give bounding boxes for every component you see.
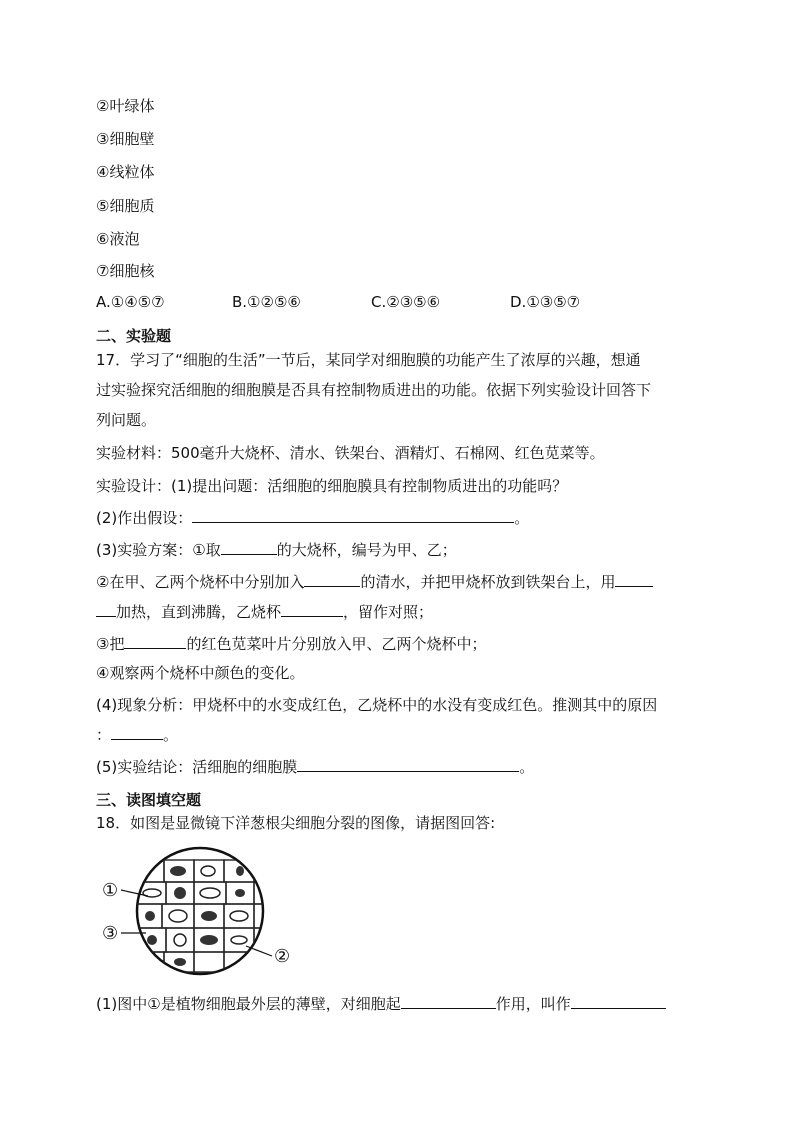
question-stem: 17．学习了“细胞的生活”一节后，某同学对细胞膜的功能产生了浓厚的兴趣，想通: [96, 351, 641, 369]
step3-text: ③把: [96, 635, 125, 653]
step4-line: ④观察两个烧杯中颜色的变化。: [96, 664, 305, 682]
punctuation: 。: [163, 726, 179, 744]
analysis-line-cont: [96, 725, 178, 745]
question-stem: 列问题。: [96, 411, 157, 429]
punctuation: 。: [514, 509, 530, 527]
materials-text: 实验材料：500毫升大烧杯、清水、铁架台、酒精灯、石棉网、红色苋菜等。: [96, 444, 605, 462]
answer-blank[interactable]: [571, 994, 666, 1009]
design-text: 实验设计：(1)提出问题：活细胞的细胞膜具有控制物质进出的功能吗？: [96, 477, 568, 495]
subquestion-line: [96, 994, 666, 1014]
plan-line: [96, 540, 457, 560]
step3-line: [96, 634, 486, 654]
answer-blank[interactable]: [615, 572, 653, 587]
answer-blank[interactable]: [401, 994, 496, 1009]
answer-blank[interactable]: [192, 508, 514, 523]
question-stem: 过实验探究活细胞的细胞膜是否具有控制物质进出的功能。依据下列实验设计回答下: [96, 381, 652, 399]
question-stem: 18．如图是显微镜下洋葱根尖细胞分裂的图像，请据图回答:: [96, 814, 496, 832]
answer-blank[interactable]: [96, 602, 116, 617]
answer-blank[interactable]: [281, 602, 343, 617]
onion-root-tip-cells-figure: [96, 846, 301, 978]
choice-d: D.①③⑤⑦: [510, 293, 581, 311]
hypothesis-line: [96, 508, 529, 528]
step2-line: [96, 572, 653, 592]
option-item: ⑤细胞质: [96, 197, 155, 215]
option-item: ④线粒体: [96, 163, 155, 181]
step3-text: 的红色苋菜叶片分别放入甲、乙两个烧杯中；: [186, 635, 487, 653]
analysis-line: (4)现象分析：甲烧杯中的水变成红色，乙烧杯中的水没有变成红色。推测其中的原因: [96, 696, 658, 714]
figure-label-2: ②: [274, 946, 291, 967]
plan-text: 的大烧杯，编号为甲、乙；: [276, 541, 457, 559]
subquestion-text: (1)图中①是植物细胞最外层的薄壁，对细胞起: [96, 995, 401, 1013]
plan-label: (3)实验方案：①取: [96, 541, 221, 559]
answer-blank[interactable]: [111, 725, 163, 740]
option-item: ⑥液泡: [96, 230, 140, 248]
microscope-field-circle: [137, 848, 263, 974]
answer-blank[interactable]: [304, 572, 360, 587]
step2-text: 的清水，并把甲烧杯放到铁架台上，用: [360, 573, 616, 591]
conclusion-label: (5)实验结论：活细胞的细胞膜: [96, 758, 298, 776]
choice-a: A.①④⑤⑦: [96, 293, 165, 311]
hypothesis-label: (2)作出假设：: [96, 509, 193, 527]
step2-text: ，留作对照；: [343, 603, 434, 621]
figure-label-3: ③: [102, 923, 119, 944]
answer-blank[interactable]: [221, 540, 277, 555]
choice-b: B.①②⑤⑥: [232, 293, 301, 311]
figure-label-1: ①: [102, 880, 119, 901]
choice-c: C.②③⑤⑥: [371, 293, 441, 311]
conclusion-line: [96, 757, 534, 777]
section-title: 二、实验题: [96, 327, 172, 345]
answer-blank[interactable]: [297, 757, 519, 772]
option-item: ②叶绿体: [96, 97, 155, 115]
punctuation: 。: [519, 758, 535, 776]
step2-text: ②在甲、乙两个烧杯中分别加入: [96, 573, 305, 591]
option-item: ③细胞壁: [96, 130, 155, 148]
section-title: 三、读图填空题: [96, 791, 202, 809]
option-item: ⑦细胞核: [96, 262, 155, 280]
punctuation: ：: [96, 726, 112, 744]
step2-text: 加热，直到沸腾，乙烧杯: [116, 603, 282, 621]
subquestion-text: 作用，叫作: [495, 995, 571, 1013]
answer-blank[interactable]: [124, 634, 186, 649]
step2-line-cont: [96, 602, 433, 622]
